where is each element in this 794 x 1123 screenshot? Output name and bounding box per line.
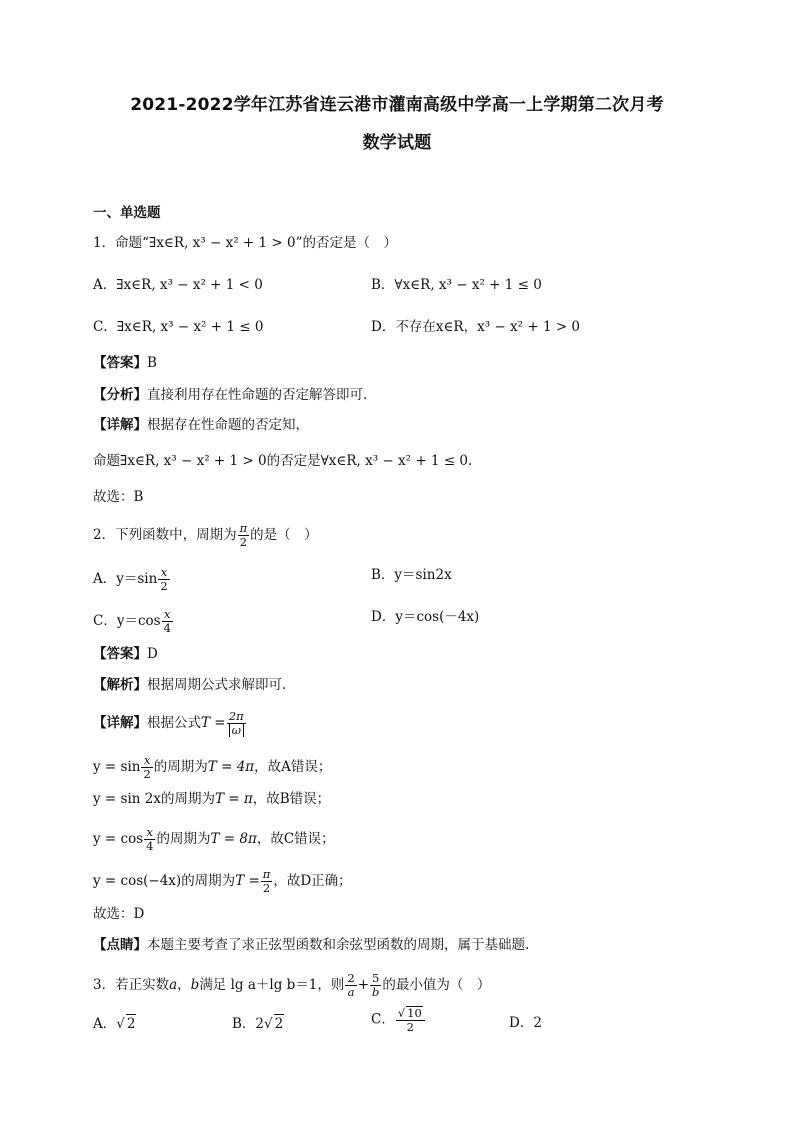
fraction: $\frac{x}{4}$: [163, 607, 171, 635]
q2-conclusion: 故选：D: [93, 906, 145, 922]
sqrt-icon: √: [397, 1006, 406, 1020]
q2-step-c: y = cos $\frac{x}{4}$ 的周期为T = 8π，故C错误；: [93, 825, 335, 853]
fraction: $\frac{x}{4}$: [146, 825, 154, 853]
q1-detail-step: 命题∃x∈R, x³ − x² + 1 > 0的否定是∀x∈R, x³ − x² + 1 ≤ 0.: [93, 453, 473, 469]
q2-answer: 【答案】D: [93, 646, 158, 662]
fraction: $\frac{\pi}{2}$: [262, 867, 271, 895]
q1-conclusion: 故选：B: [93, 489, 144, 505]
q1-option-b: B．∀x∈R, x³ − x² + 1 ≤ 0: [371, 277, 542, 293]
q1-answer: 【答案】B: [93, 355, 157, 371]
fraction: $\frac{x}{2}$: [143, 753, 151, 781]
q3-option-a: A．√ 2: [93, 1016, 136, 1032]
q2-option-b: B．y＝sin2x: [371, 567, 452, 583]
fraction: $\frac{x}{2}$: [160, 565, 168, 593]
q2-analysis: 【解析】根据周期公式求解即可.: [93, 677, 287, 693]
q2-option-c: C．y＝cos $\frac{x}{4}$: [93, 607, 171, 635]
q2-step-d: y = cos(−4x)的周期为T = $\frac{\pi}{2}$ ，故D正确；: [93, 867, 352, 895]
q1-option-d: D．不存在x∈R，x³ − x² + 1 > 0: [371, 319, 581, 335]
fraction: $\frac{√ 10}{2}$: [396, 1006, 425, 1034]
q1-option-a: A．∃x∈R, x³ − x² + 1 < 0: [93, 277, 263, 293]
question-3-stem: 3．若正实数a，b满足 lg a＋lg b＝1，则 $\frac{2}{a}$ + $\frac{5}{b}$ 的最小值为（ ）: [93, 971, 491, 999]
page-title: 2021-2022学年江苏省连云港市灌南高级中学高一上学期第二次月考: [130, 95, 664, 115]
fraction: $\frac{2}{a}$: [347, 971, 355, 999]
q3-option-b: B．2√ 2: [232, 1016, 284, 1032]
q1-detail: 【详解】根据存在性命题的否定知，: [93, 417, 309, 433]
sqrt-icon: √: [264, 1016, 273, 1032]
question-2-stem: 2．下列函数中，周期为 $\frac{\pi}{2}$ 的是（ ）: [93, 521, 318, 549]
q1-analysis: 【分析】直接利用存在性命题的否定解答即可.: [93, 387, 368, 403]
q1-option-c: C．∃x∈R, x³ − x² + 1 ≤ 0: [93, 319, 264, 335]
q2-option-a: A．y＝sin $\frac{x}{2}$: [93, 565, 168, 593]
q3-option-d: D．2: [509, 1015, 542, 1031]
q2-step-a: y = sin $\frac{x}{2}$ 的周期为T = 4π，故A错误；: [93, 753, 332, 781]
section-heading: 一、单选题: [93, 205, 161, 221]
sqrt-icon: √: [116, 1016, 125, 1032]
q2-option-d: D．y＝cos(－4x): [371, 609, 480, 625]
question-1-stem: 1．命题“∃x∈R, x³ − x² + 1 > 0”的否定是（ ）: [93, 235, 397, 251]
q2-step-b: y = sin 2x的周期为T = π，故B错误；: [93, 791, 331, 807]
q3-option-c: C． $\frac{√ 10}{2}$: [371, 1006, 426, 1034]
fraction: $\frac{5}{b}$: [372, 971, 380, 999]
fraction: $\frac{\pi}{2}$: [239, 521, 248, 549]
q2-comment: 【点睛】本题主要考查了求正弦型函数和余弦型函数的周期，属于基础题.: [93, 937, 530, 953]
fraction: $\frac{2\pi}{\omega}$: [227, 710, 246, 737]
page-subtitle: 数学试题: [362, 133, 432, 153]
q2-detail: 【详解】根据公式T = $\frac{2\pi}{\omega}$: [93, 710, 247, 737]
